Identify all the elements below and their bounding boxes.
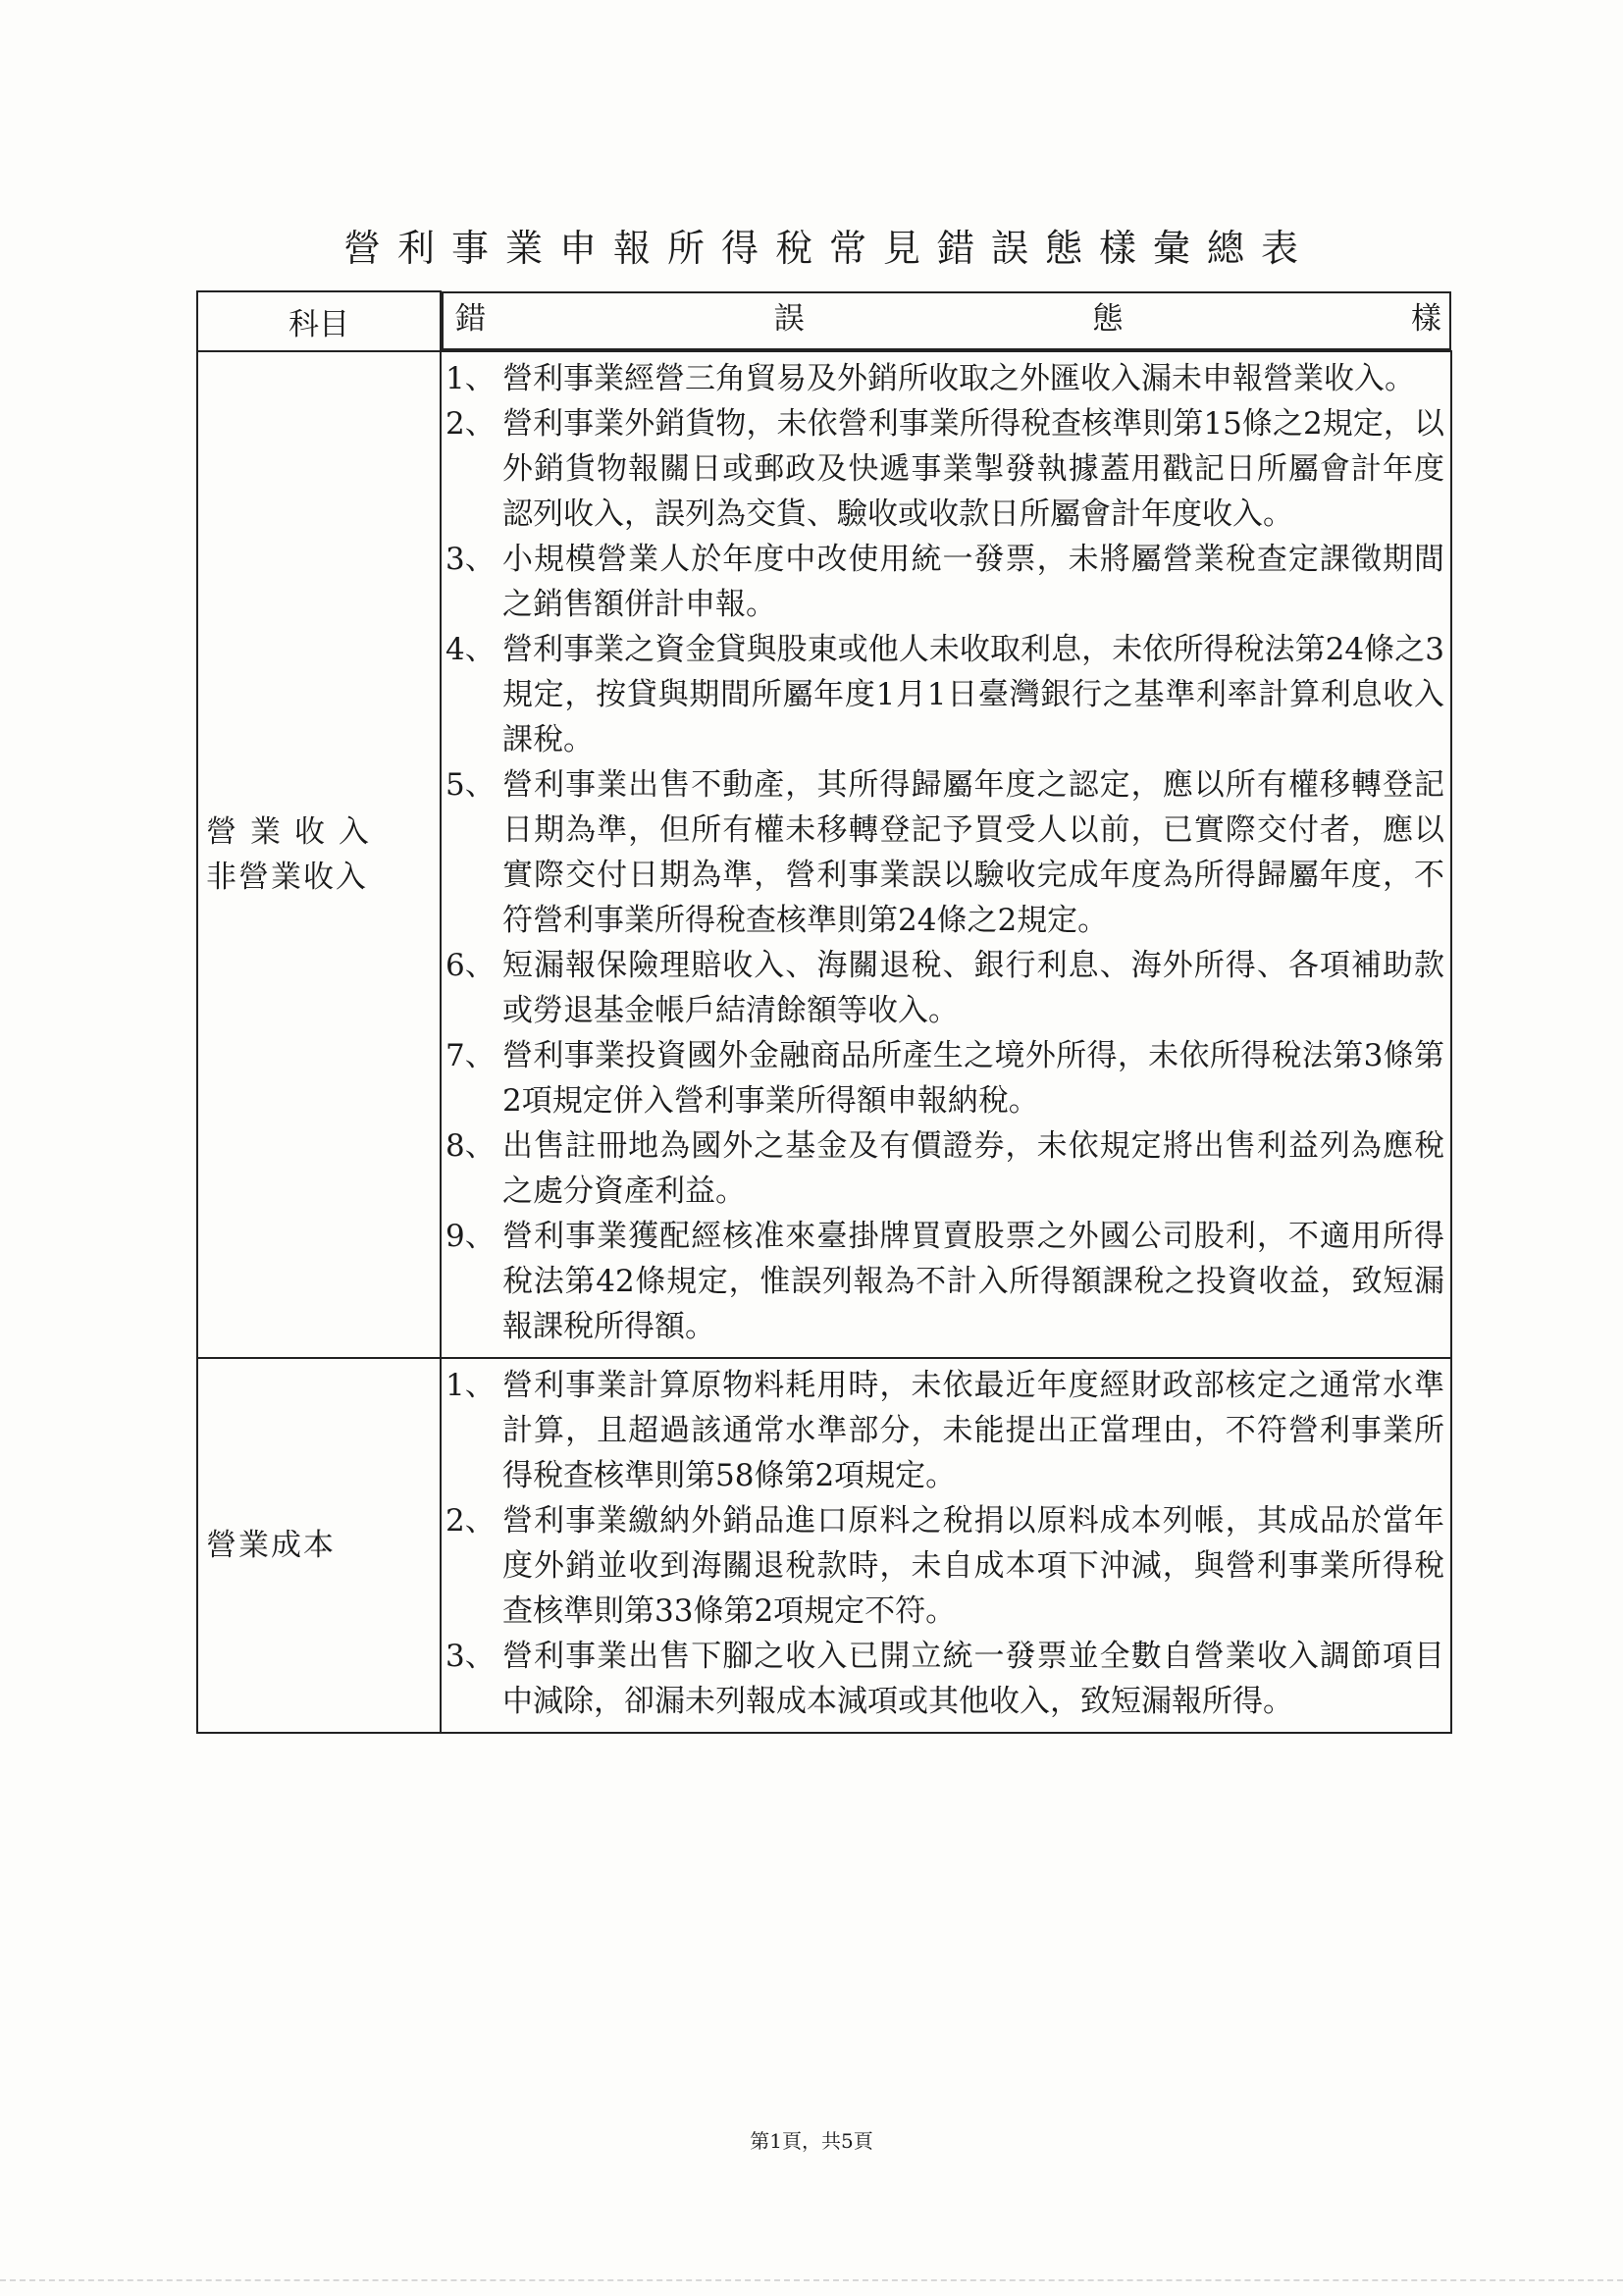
item-text: 營利事業經營三角貿易及外銷所收取之外匯收入漏未申報營業收入。 <box>502 361 1415 396</box>
error-item <box>445 627 1444 762</box>
header-char: 誤 <box>773 301 805 337</box>
section-row-cost <box>197 1358 1451 1733</box>
error-item <box>445 401 1444 537</box>
error-item <box>445 1363 1444 1498</box>
category-line: 營業收入 <box>206 814 383 850</box>
header-subject: 科目 <box>197 291 441 351</box>
page-footer: 第1頁，共5頁 <box>750 2129 873 2153</box>
error-item <box>445 762 1444 943</box>
item-text: 出售註冊地為國外之基金及有價證券，未依規定將出售利益列為應稅之處分資產利益。 <box>502 1128 1444 1209</box>
error-item <box>445 1214 1444 1349</box>
item-number: 1、 <box>445 361 496 396</box>
category-cell <box>197 351 441 1358</box>
error-item <box>445 943 1444 1033</box>
category-line: 營業成本 <box>206 1528 336 1563</box>
item-text: 營利事業投資國外金融商品所產生之境外所得，未依所得稅法第3條第2項規定併入營利事業所得額申報納稅。 <box>502 1038 1444 1119</box>
item-text: 營利事業之資金貸與股東或他人未收取利息，未依所得稅法第24條之3規定，按貸與期間所屬年度1月1日臺灣銀行之基準利率計算利息收入課稅。 <box>502 632 1444 757</box>
scan-edge-line <box>0 2279 1623 2281</box>
error-item <box>445 1033 1444 1123</box>
header-char: 態 <box>1092 301 1124 337</box>
category-cell <box>197 1358 441 1733</box>
error-item <box>445 537 1444 627</box>
item-number: 6、 <box>445 948 496 983</box>
error-item <box>445 1634 1444 1724</box>
item-text: 營利事業外銷貨物，未依營利事業所得稅查核準則第15條之2規定，以外銷貨物報關日或郵政及快遞事業掣發執據蓋用戳記日所屬會計年度認列收入，誤列為交貨、驗收或收款日所屬會計年度收入。 <box>502 406 1444 532</box>
item-number: 2、 <box>445 1503 496 1539</box>
item-number: 4、 <box>445 632 496 667</box>
table-header-row <box>197 291 1451 351</box>
item-number: 9、 <box>445 1219 496 1254</box>
item-text: 營利事業計算原物料耗用時，未依最近年度經財政部核定之通常水準計算，且超過該通常水準部分，未能提出正當理由，不符營利事業所得稅查核準則第58條第2項規定。 <box>502 1368 1444 1493</box>
item-text: 短漏報保險理賠收入、海關退稅、銀行利息、海外所得、各項補助款或勞退基金帳戶結清餘額等收入。 <box>502 948 1444 1028</box>
item-text: 營利事業出售不動產，其所得歸屬年度之認定，應以所有權移轉登記日期為準，但所有權未移轉登記予買受人以前，已實際交付者，應以實際交付日期為準，營利事業誤以驗收完成年度為所得歸屬年度，不符營利事業所得稅查核準則第24條之2規定。 <box>502 767 1444 938</box>
header-error-pattern <box>442 291 1451 350</box>
item-text: 營利事業出售下腳之收入已開立統一發票並全數自營業收入調節項目中減除，卻漏未列報成本減項或其他收入，致短漏報所得。 <box>502 1639 1444 1719</box>
item-number: 8、 <box>445 1128 496 1164</box>
item-text: 小規模營業人於年度中改使用統一發票，未將屬營業稅查定課徵期間之銷售額併計申報。 <box>502 542 1444 622</box>
error-items-cell <box>441 351 1451 1358</box>
header-char: 樣 <box>1410 301 1441 337</box>
item-number: 5、 <box>445 767 496 803</box>
item-number: 3、 <box>445 1639 496 1674</box>
error-table <box>196 290 1452 1734</box>
section-row-revenue <box>197 351 1451 1358</box>
item-text: 營利事業獲配經核准來臺掛牌買賣股票之外國公司股利，不適用所得稅法第42條規定，惟誤列報為不計入所得額課稅之投資收益，致短漏報課稅所得額。 <box>502 1219 1444 1344</box>
item-number: 7、 <box>445 1038 496 1073</box>
error-items-cell <box>441 1358 1451 1733</box>
header-char: 錯 <box>455 301 486 337</box>
error-item <box>445 1123 1444 1214</box>
category-line: 非營業收入 <box>206 860 368 895</box>
item-number: 3、 <box>445 542 496 577</box>
error-item <box>445 1498 1444 1634</box>
item-text: 營利事業繳納外銷品進口原料之稅捐以原料成本列帳，其成品於當年度外銷並收到海關退稅款時，未自成本項下沖減，與營利事業所得稅查核準則第33條第2項規定不符。 <box>502 1503 1444 1629</box>
item-number: 1、 <box>445 1368 496 1403</box>
item-number: 2、 <box>445 406 496 442</box>
document-title: 營利事業申報所得稅常見錯誤態樣彙總表 <box>342 227 1315 270</box>
error-item <box>445 356 1444 401</box>
